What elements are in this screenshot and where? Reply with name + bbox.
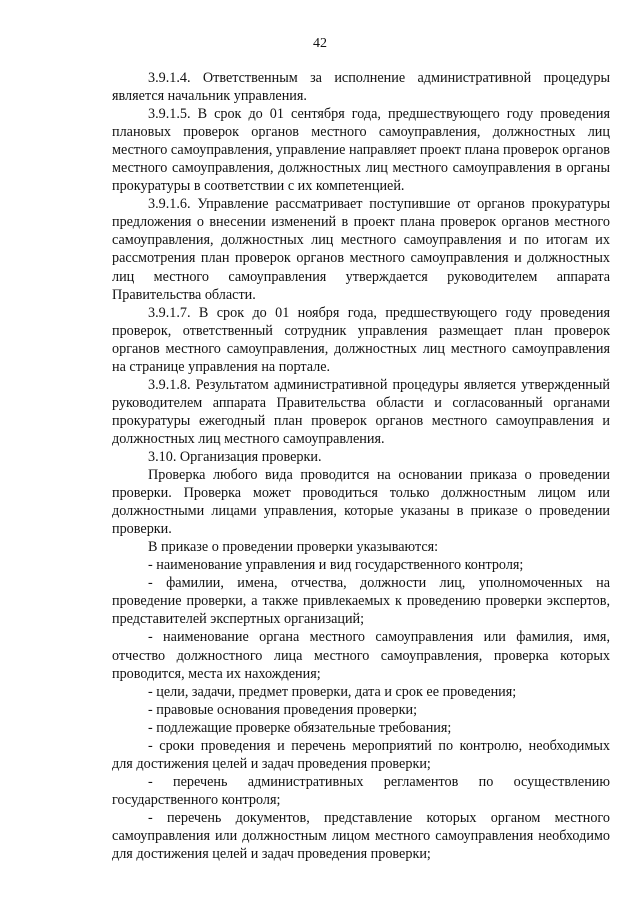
paragraph-3-9-1-5: 3.9.1.5. В срок до 01 сентября года, предшествующего году проведения плановых проверок органов местного самоуправления, должностных лиц местного самоуправления, управление направляет проект плана проверок органов местного самоуправления, должностных лиц местного самоуправления в органы прокуратуры в соответствии с их компетенцией.: [112, 106, 610, 195]
list-item: - наименование органа местного самоуправления или фамилия, имя, отчество должностного лица местного самоуправления, проверка которых проводится, места их нахождения;: [112, 629, 610, 682]
list-item: - наименование управления и вид государственного контроля;: [148, 557, 524, 574]
document-body: [112, 69, 610, 863]
paragraph-inspection-basis: Проверка любого вида проводится на основании приказа о проведении проверки. Проверка может проводиться только должностным лицом или должностными лицами управления, которые указаны в приказе о проведении проверки.: [112, 467, 610, 538]
list-item: - подлежащие проверке обязательные требования;: [148, 719, 452, 736]
paragraph-3-9-1-6: 3.9.1.6. Управление рассматривает поступившие от органов прокуратуры предложения о внесении изменений в проект плана проверок органов местного самоуправления, должностных лиц местного самоуправления и по итогам их рассмотрения план проверок органов местного самоуправления и должностных лиц местного самоуправления утверждается руководителем аппарата Правительства области.: [112, 196, 610, 303]
list-item: - фамилии, имена, отчества, должности лиц, уполномоченных на проведение проверки, а также привлекаемых к проведению проверки экспертов, представителей экспертных организаций;: [112, 575, 610, 628]
page-number: 42: [313, 36, 327, 51]
list-item: - правовые основания проведения проверки;: [148, 701, 418, 718]
paragraph-3-9-1-8: 3.9.1.8. Результатом административной процедуры является утвержденный руководителем аппарата Правительства области и согласованный органами прокуратуры ежегодный план проверок органов местного самоуправления и должностных лиц местного самоуправления.: [112, 376, 610, 447]
paragraph-3-9-1-4: 3.9.1.4. Ответственным за исполнение административной процедуры является начальник управления.: [112, 70, 610, 105]
list-item: - перечень документов, представление которых органом местного самоуправления или должностным лицом местного самоуправления необходимо для достижения целей и задач проведения проверки;: [112, 809, 610, 863]
paragraph-3-9-1-7: 3.9.1.7. В срок до 01 ноября года, предшествующего году проведения проверок, ответственный сотрудник управления размещает план проверок органов местного самоуправления, должностных лиц местного самоуправления на странице управления на портале.: [112, 304, 610, 375]
section-heading-3-10: 3.10. Организация проверки.: [148, 448, 322, 465]
list-item: - перечень административных регламентов по осуществлению государственного контроля;: [112, 773, 610, 808]
list-item: - цели, задачи, предмет проверки, дата и срок ее проведения;: [148, 683, 517, 700]
list-item: - сроки проведения и перечень мероприятий по контролю, необходимых для достижения целей и задач проведения проверки;: [112, 737, 610, 772]
paragraph-order-contents-intro: В приказе о проведении проверки указываются:: [148, 539, 439, 556]
